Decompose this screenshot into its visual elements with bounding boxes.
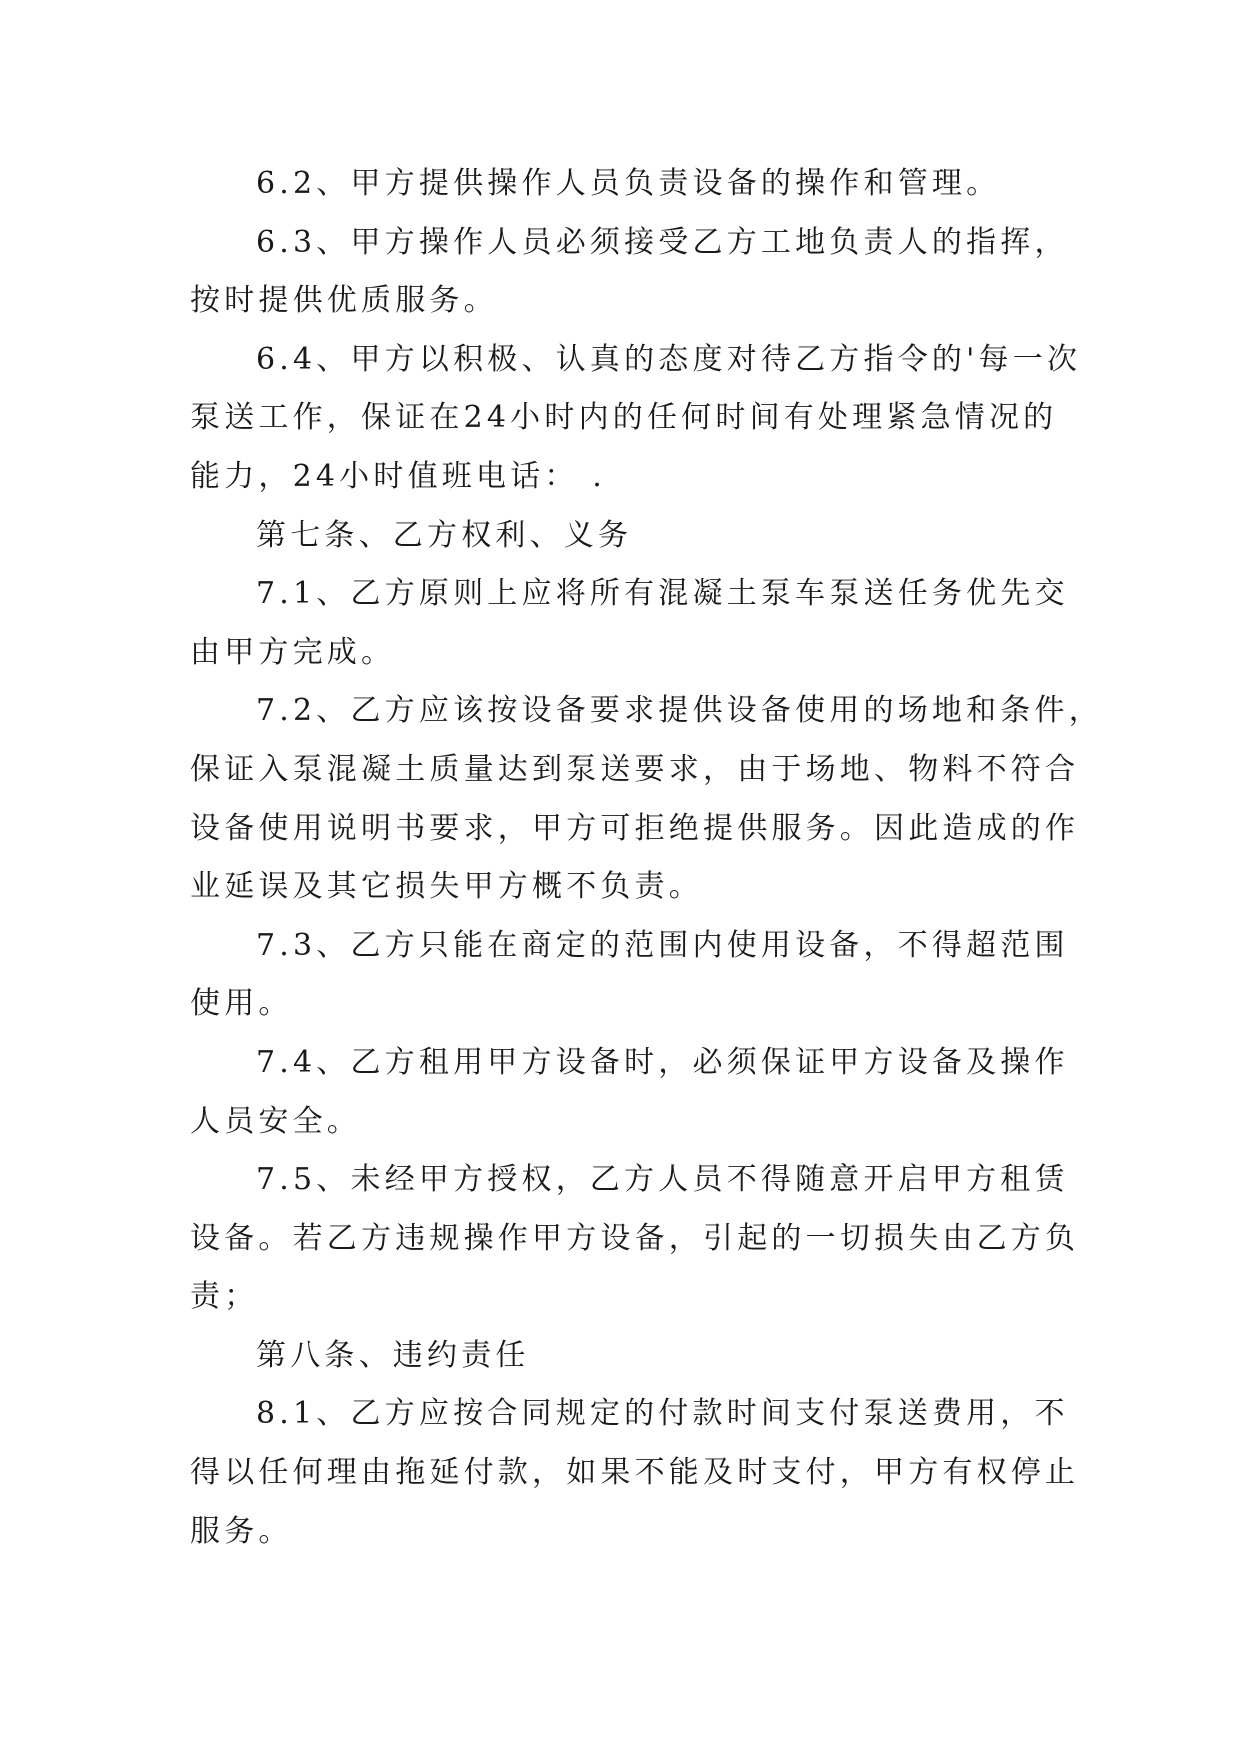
document-line: 服务。 [190, 1513, 293, 1549]
document-body [190, 155, 1103, 1561]
document-line: 使用。 [190, 986, 293, 1022]
document-line: 7.3、乙方只能在商定的范围内使用设备，不得超范围 [256, 927, 1069, 963]
document-line: 7.5、未经甲方授权，乙方人员不得随意开启甲方租赁 [256, 1162, 1069, 1198]
document-line: 7.4、乙方租用甲方设备时，必须保证甲方设备及操作 [256, 1044, 1069, 1080]
document-line: 泵送工作，保证在24小时内的任何时间有处理紧急情况的 [190, 400, 1058, 436]
document-line: 7.1、乙方原则上应将所有混凝土泵车泵送任务优先交 [256, 576, 1069, 612]
document-line: 责； [190, 1279, 259, 1315]
document-line: 保证入泵混凝土质量达到泵送要求，由于场地、物料不符合 [190, 751, 1080, 787]
document-line: 按时提供优质服务。 [190, 283, 498, 319]
document-line: 设备。若乙方违规操作甲方设备，引起的一切损失由乙方负 [190, 1220, 1080, 1256]
document-line: 8.1、乙方应按合同规定的付款时间支付泵送费用，不 [256, 1396, 1069, 1432]
document-line: 7.2、乙方应该按设备要求提供设备使用的场地和条件， [256, 693, 1103, 729]
document-line: 业延误及其它损失甲方概不负责。 [190, 869, 703, 905]
document-line: 6.3、甲方操作人员必须接受乙方工地负责人的指挥， [256, 224, 1069, 260]
section-heading: 第七条、乙方权利、义务 [256, 517, 633, 553]
document-line: 由甲方完成。 [190, 634, 396, 670]
document-line: 6.2、甲方提供操作人员负责设备的操作和管理。 [256, 166, 1001, 201]
document-line: 6.4、甲方以积极、认真的态度对待乙方指令的'每一次 [256, 341, 1082, 377]
section-heading: 第八条、违约责任 [256, 1337, 530, 1373]
document-line: 得以任何理由拖延付款，如果不能及时支付，甲方有权停止 [190, 1455, 1080, 1491]
document-line: 设备使用说明书要求，甲方可拒绝提供服务。因此造成的作 [190, 810, 1080, 846]
document-line: 人员安全。 [190, 1103, 361, 1139]
document-line: 能力，24小时值班电话： . [190, 458, 607, 494]
